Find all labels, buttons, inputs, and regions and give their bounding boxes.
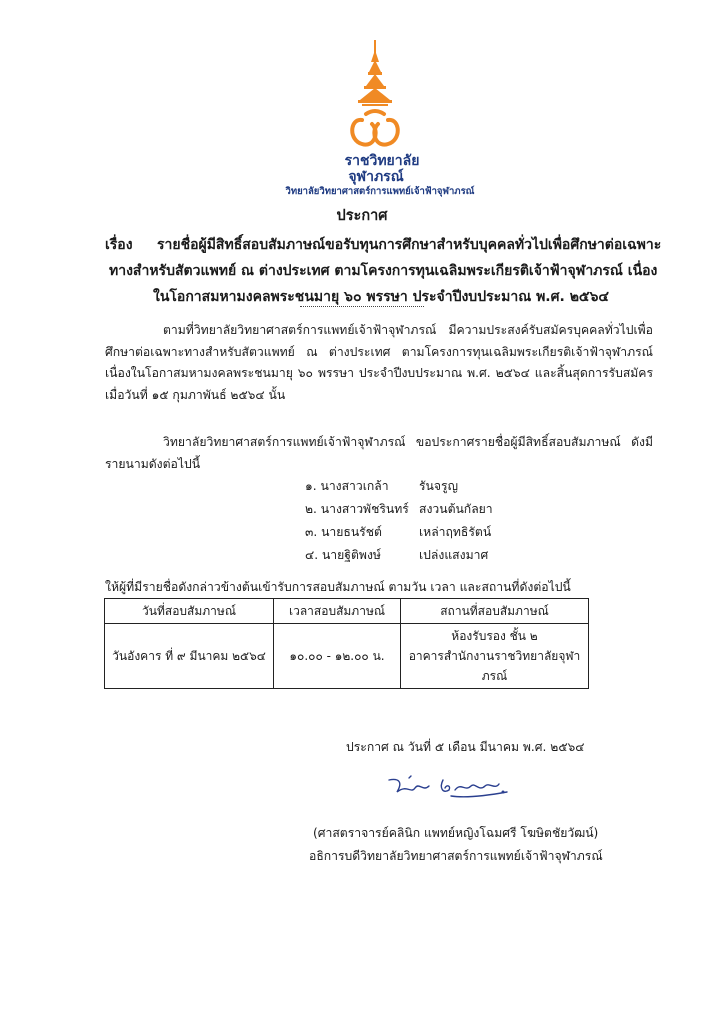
interview-schedule-table	[104, 598, 589, 689]
candidate-last-name: เหล่าฤทธิรัตน์	[419, 525, 492, 539]
body-paragraph-2: วิทยาลัยวิทยาศาสตร์การแพทย์เจ้าฟ้าจุฬาภรณ์ ขอประกาศรายชื่อผู้มีสิทธิ์สอบสัมภาษณ์ ดังมีรายนามดังต่อไปนี้	[105, 435, 653, 471]
dotted-divider	[300, 306, 424, 307]
signer-name: (ศาสตราจารย์คลินิก แพทย์หญิงโฉมศรี โฆษิตชัยวัฒน์)	[313, 826, 599, 840]
cell-time: ๑๐.๐๐ - ๑๒.๐๐ น.	[274, 624, 401, 689]
candidate-last-name: รันจรูญ	[419, 479, 458, 493]
candidate-first-name: ๒. นางสาวพัชรินทร์	[305, 502, 409, 516]
subject-line-3: ในโอกาสมหามงคลพระชนมายุ ๖๐ พรรษา ประจำปีงบประมาณ พ.ศ. ๒๕๖๔	[153, 289, 609, 305]
candidate-first-name: ๑. นางสาวเกล้า	[305, 479, 389, 493]
candidate-last-name: เปล่งแสงมาศ	[419, 548, 489, 562]
subject-line-2: ทางสำหรับสัตวแพทย์ ณ ต่างประเทศ ตามโครงการทุนเฉลิมพระเกียรติเจ้าฟ้าจุฬาภรณ์ เนื่อง	[109, 263, 658, 279]
header-date: วันที่สอบสัมภาษณ์	[105, 599, 274, 624]
org-subtitle: วิทยาลัยวิทยาศาสตร์การแพทย์เจ้าฟ้าจุฬาภรณ์	[285, 186, 475, 197]
cell-date: วันอังคาร ที่ ๙ มีนาคม ๒๕๖๔	[105, 624, 274, 689]
royal-college-logo-icon	[340, 40, 410, 160]
place-line-1: ห้องรับรอง ชั้น ๒	[451, 629, 538, 643]
place-line-2: อาคารสำนักงานราชวิทยาลัยจุฬาภรณ์	[408, 649, 581, 683]
table-header-row	[105, 599, 589, 624]
candidate-first-name: ๔. นายฐิติพงษ์	[305, 548, 381, 562]
table-row	[105, 624, 589, 689]
subject-label: เรื่อง	[105, 237, 133, 253]
header-place: สถานที่สอบสัมภาษณ์	[401, 599, 589, 624]
cell-place	[401, 624, 589, 689]
org-name-line1: ราชวิทยาลัย	[344, 153, 420, 169]
schedule-intro: ให้ผู้ที่มีรายชื่อดังกล่าวข้างต้นเข้ารับการสอบสัมภาษณ์ ตามวัน เวลา และสถานที่ดังต่อไปนี้	[105, 580, 571, 594]
announcement-date: ประกาศ ณ วันที่ ๕ เดือน มีนาคม พ.ศ. ๒๕๖๔	[346, 740, 585, 754]
signer-title: อธิการบดีวิทยาลัยวิทยาศาสตร์การแพทย์เจ้าฟ้าจุฬาภรณ์	[309, 849, 603, 863]
announcement-title: ประกาศ	[336, 208, 388, 224]
handwritten-signature-icon	[385, 772, 515, 802]
subject-line-1: รายชื่อผู้มีสิทธิ์สอบสัมภาษณ์ขอรับทุนการศึกษาสำหรับบุคคลทั่วไปเพื่อศึกษาต่อเฉพาะ	[157, 237, 662, 253]
candidate-first-name: ๓. นายธนรัชต์	[305, 525, 382, 539]
header-time: เวลาสอบสัมภาษณ์	[274, 599, 401, 624]
body-paragraph-1: ตามที่วิทยาลัยวิทยาศาสตร์การแพทย์เจ้าฟ้าจุฬาภรณ์ มีความประสงค์รับสมัครบุคคลทั่วไปเพื่อศึกษาต่อเฉพาะทางสำหรับสัตวแพทย์ ณ ต่างประเทศ ตามโครงการทุนเฉลิมพระเกียรติเจ้าฟ้าจุฬาภรณ์ เนื่องในโอกาสมหามงคลพระชนมายุ ๖๐ พรรษา ประจำปีงบประมาณ พ.ศ. ๒๕๖๔ และสิ้นสุดการรับสมัครเมื่อวันที่ ๑๕ กุมภาพันธ์ ๒๕๖๔ นั้น	[105, 323, 653, 402]
org-name-line2: จุฬาภรณ์	[348, 169, 404, 185]
candidate-last-name: สงวนต้นกัลยา	[419, 502, 493, 516]
